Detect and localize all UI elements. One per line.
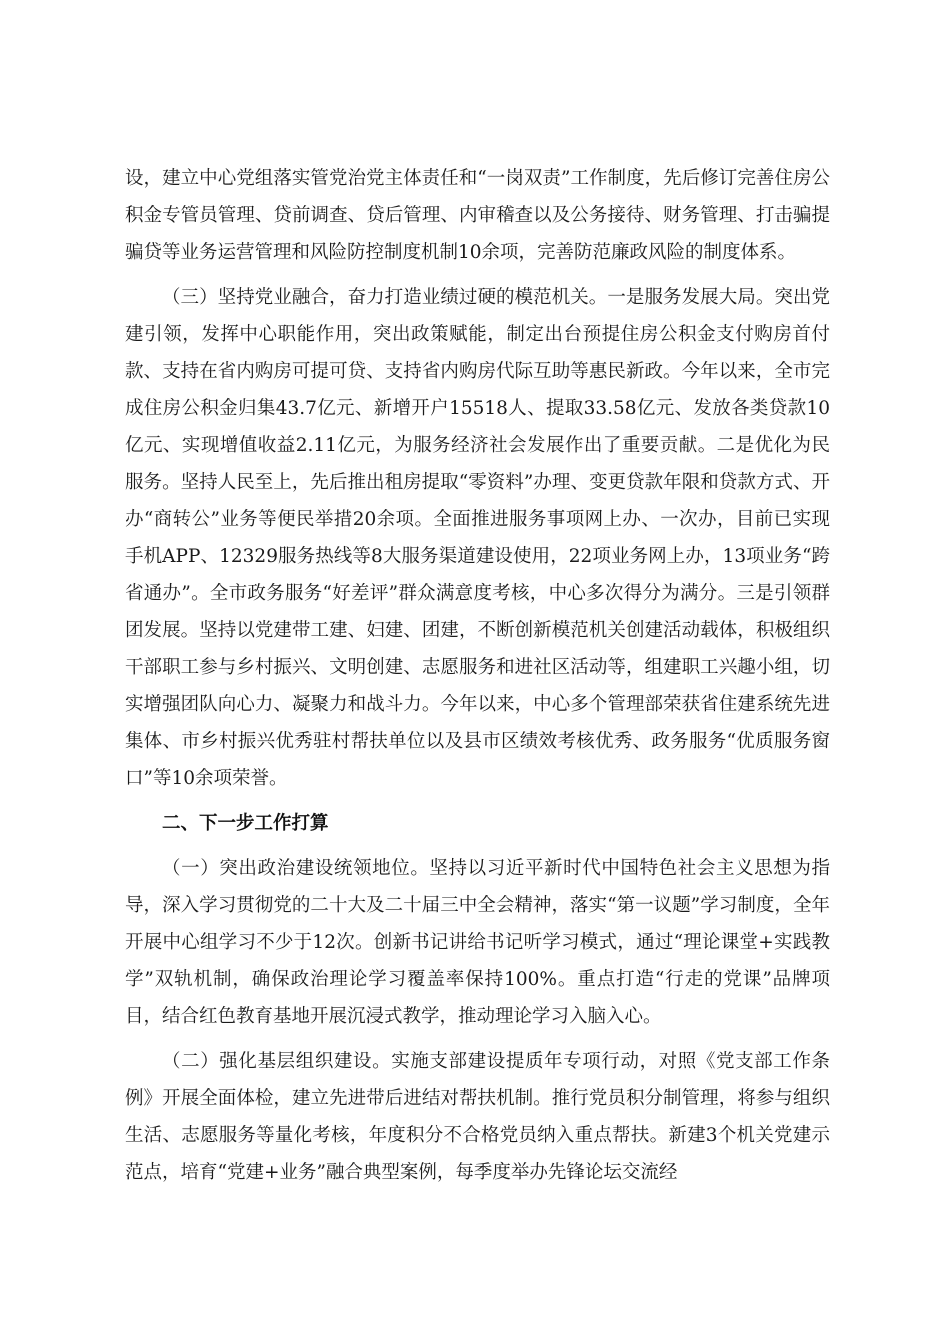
paragraph-item-one: （一）突出政治建设统领地位。坚持以习近平新时代中国特色社会主义思想为指导，深入学习贯彻党的二十大及二十届三中全会精神，落实“第一议题”学习制度，全年开展中心组学习不少于12次。创新书记讲给书记听学习模式，通过“理论课堂+实践教学”双轨机制，确保政治理论学习覆盖率保持100%。重点打造“行走的党课”品牌项目，结合红色教育基地开展沉浸式教学，推动理论学习入脑入心。 [125,858,830,1027]
paragraph-section-three: （三）坚持党业融合，奋力打造业绩过硬的模范机关。一是服务发展大局。突出党建引领，发挥中心职能作用，突出政策赋能，制定出台预提住房公积金支付购房首付款、支持在省内购房可提可贷、支持省内购房代际互助等惠民新政。今年以来，全市完成住房公积金归集43.7亿元、新增开户15518人、提取33.58亿元、发放各类贷款10亿元、实现增值收益2.11亿元，为服务经济社会发展作出了重要贡献。二是优化为民服务。坚持人民至上，先后推出租房提取“零资料”办理、变更贷款年限和贷款方式、开办“商转公”业务等便民举措20余项。全面推进服务事项网上办、一次办，目前已实现手机APP、12329服务热线等8大服务渠道建设使用，22项业务网上办，13项业务“跨省通办”。全市政务服务“好差评”群众满意度考核，中心多次得分为满分。三是引领群团发展。坚持以党建带工建、妇建、团建，不断创新模范机关创建活动载体，积极组织干部职工参与乡村振兴、文明创建、志愿服务和进社区活动等，组建职工兴趣小组，切实增强团队向心力、凝聚力和战斗力。今年以来，中心多个管理部荣获省住建系统先进集体、市乡村振兴优秀驻村帮扶单位以及县市区绩效考核优秀、政务服务“优质服务窗口”等10余项荣誉。 [125,287,830,789]
paragraph-continuation: 设，建立中心党组落实管党治党主体责任和“一岗双责”工作制度，先后修订完善住房公积金专管员管理、贷前调查、贷后管理、内审稽查以及公务接待、财务管理、打击骗提骗贷等业务运营管理和风险防控制度机制10余项，完善防范廉政风险的制度体系。 [125,168,830,263]
section-heading-next-steps: 二、下一步工作打算 [162,813,329,834]
paragraph-item-two: （二）强化基层组织建设。实施支部建设提质年专项行动，对照《党支部工作条例》开展全面体检，建立先进带后进结对帮扶机制。推行党员积分制管理，将参与组织生活、志愿服务等量化考核，年度积分不合格党员纳入重点帮扶。新建3个机关党建示范点，培育“党建+业务”融合典型案例，每季度举办先锋论坛交流经 [125,1051,830,1183]
document-body [125,160,830,1191]
